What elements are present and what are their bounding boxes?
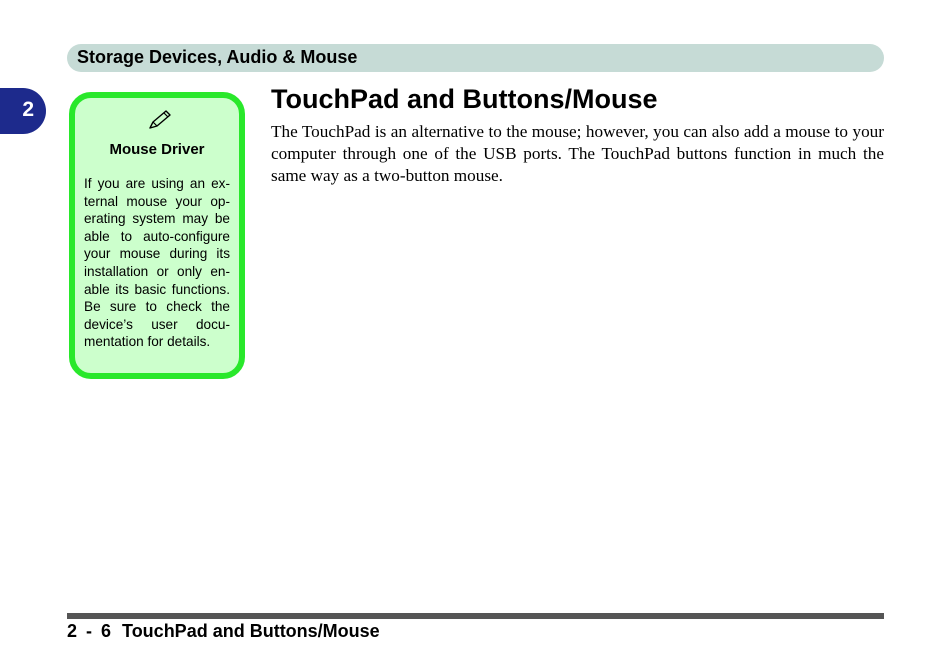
section-header-bar (67, 44, 884, 72)
footer-title: TouchPad and Buttons/Mouse (122, 621, 380, 641)
sidebar-note-title: Mouse Driver (109, 141, 205, 158)
sidebar-note-body: If you are using an external mouse your operating system may be able to auto-configure your mouse during its installation or only enable its basic functions. Be sure to check the device’s user documentation for details. (84, 176, 230, 350)
body-paragraph: The TouchPad is an alternative to the mouse; however, you can also add a mouse to your computer through one of the USB ports. The TouchPad buttons function in much the same way as a two-button mouse. (271, 122, 884, 185)
chapter-tab-number: 2 (22, 98, 34, 121)
footer-rule (67, 613, 884, 619)
footer-separator: - (86, 621, 93, 641)
chapter-tab (0, 88, 46, 134)
page-heading: TouchPad and Buttons/Mouse (271, 84, 658, 114)
section-header-title: Storage Devices, Audio & Mouse (77, 47, 358, 67)
sidebar-note (69, 92, 245, 379)
pencil-icon (147, 108, 173, 130)
footer-page-number: 6 (101, 621, 112, 641)
page-footer (67, 620, 380, 642)
footer-chapter-number: 2 (67, 621, 78, 641)
